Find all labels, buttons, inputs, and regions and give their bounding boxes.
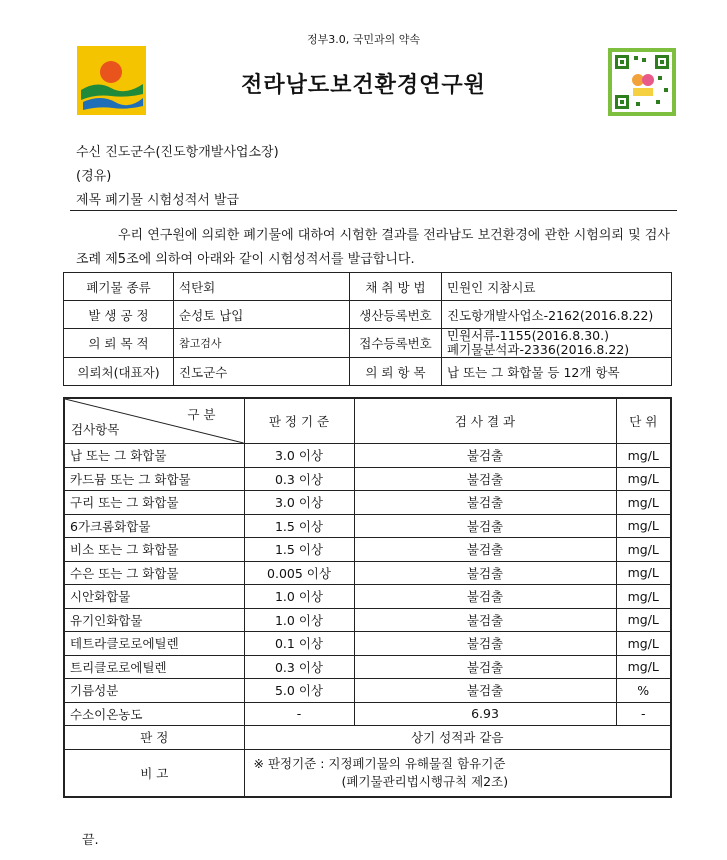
result-result: 불검출 [354, 467, 616, 491]
result-result: 불검출 [354, 608, 616, 632]
slogan: 정부3.0, 국민과의 약속 [307, 33, 420, 46]
remarks-line-1: ※ 판정기준 : 지정폐기물의 유해물질 함유기준 [253, 755, 506, 771]
via-line: (경유) [76, 169, 112, 184]
corner-header [64, 398, 244, 444]
items-value: 납 또는 그 화합물 등 12개 항목 [442, 358, 672, 386]
result-row [64, 679, 671, 703]
items-label: 의 뢰 항 목 [350, 358, 442, 386]
result-result: 불검출 [354, 514, 616, 538]
result-item: 시안화합물 [64, 585, 244, 609]
result-result: 불검출 [354, 444, 616, 468]
result-row [64, 655, 671, 679]
receipt-value [442, 329, 672, 358]
result-result: 불검출 [354, 538, 616, 562]
result-item: 카드뮴 또는 그 화합물 [64, 467, 244, 491]
recipient-line: 수신 진도군수(진도항개발사업소장) [76, 145, 279, 160]
waste-type-label: 폐기물 종류 [64, 273, 174, 301]
organization-name: 전라남도보건환경연구원 [241, 73, 486, 98]
result-unit: % [616, 679, 671, 703]
remarks-line-2: (폐기물관리법시행규칙 제2조) [341, 773, 509, 789]
result-unit: mg/L [616, 467, 671, 491]
result-item: 비소 또는 그 화합물 [64, 538, 244, 562]
result-item: 납 또는 그 화합물 [64, 444, 244, 468]
result-standard: 3.0 이상 [244, 491, 354, 515]
sampling-value: 민원인 지참시료 [442, 273, 672, 301]
judgement-label: 판 정 [64, 726, 244, 750]
result-standard: 3.0 이상 [244, 444, 354, 468]
result-standard: 0.005 이상 [244, 561, 354, 585]
qr-code [608, 48, 676, 116]
result-standard: 5.0 이상 [244, 679, 354, 703]
result-standard: 0.3 이상 [244, 467, 354, 491]
header-standard: 판 정 기 준 [244, 398, 354, 444]
regno-value: 진도항개발사업소-2162(2016.8.22) [442, 301, 672, 329]
process-label: 발 생 공 정 [64, 301, 174, 329]
result-unit: mg/L [616, 561, 671, 585]
result-row [64, 514, 671, 538]
result-unit: mg/L [616, 514, 671, 538]
result-row [64, 538, 671, 562]
results-table [63, 397, 672, 798]
result-result: 불검출 [354, 632, 616, 656]
result-row [64, 444, 671, 468]
result-standard: 1.0 이상 [244, 585, 354, 609]
result-item: 기름성분 [64, 679, 244, 703]
result-rows [64, 444, 671, 726]
result-standard: - [244, 702, 354, 726]
result-result: 불검출 [354, 655, 616, 679]
result-row [64, 632, 671, 656]
info-table [63, 272, 672, 386]
result-item: 구리 또는 그 화합물 [64, 491, 244, 515]
process-value: 순성토 납입 [174, 301, 350, 329]
waste-type-value: 석탄회 [174, 273, 350, 301]
header-unit: 단 위 [616, 398, 671, 444]
client-value: 진도군수 [174, 358, 350, 386]
result-result: 불검출 [354, 491, 616, 515]
result-standard: 1.5 이상 [244, 538, 354, 562]
result-unit: mg/L [616, 632, 671, 656]
result-row [64, 561, 671, 585]
result-unit: mg/L [616, 585, 671, 609]
result-unit: mg/L [616, 608, 671, 632]
judgement-value: 상기 성적과 같음 [244, 726, 671, 750]
end-mark: 끝. [82, 833, 99, 848]
client-label: 의뢰처(대표자) [64, 358, 174, 386]
result-unit: mg/L [616, 444, 671, 468]
result-result: 불검출 [354, 585, 616, 609]
result-item: 6가크롬화합물 [64, 514, 244, 538]
remarks-value [244, 749, 671, 797]
receipt-value-line-1: 민원서류-1155(2016.8.30.) [447, 328, 609, 343]
purpose-label: 의 뢰 목 적 [64, 329, 174, 358]
result-result: 불검출 [354, 679, 616, 703]
result-unit: mg/L [616, 538, 671, 562]
divider [70, 210, 677, 211]
result-item: 수소이온농도 [64, 702, 244, 726]
receipt-value-line-2: 폐기물분석과-2336(2016.8.22) [447, 342, 630, 357]
result-unit: mg/L [616, 491, 671, 515]
result-unit: - [616, 702, 671, 726]
body-paragraph: 우리 연구원에 의뢰한 폐기물에 대하여 시험한 결과를 전라남도 보건환경에 관한 시험의뢰 및 검사 조례 제5조에 의하여 아래와 같이 시험성적서를 발급합니다. [76, 228, 670, 267]
header-result: 검 사 결 과 [354, 398, 616, 444]
result-standard: 1.0 이상 [244, 608, 354, 632]
result-item: 유기인화합물 [64, 608, 244, 632]
purpose-value: 참고검사 [174, 329, 350, 358]
header-item: 검사항목 [71, 422, 120, 437]
result-unit: mg/L [616, 655, 671, 679]
result-item: 트리클로로에틸렌 [64, 655, 244, 679]
result-row [64, 585, 671, 609]
result-standard: 1.5 이상 [244, 514, 354, 538]
result-row [64, 491, 671, 515]
result-row [64, 608, 671, 632]
remarks-label: 비 고 [64, 749, 244, 797]
receipt-label: 접수등록번호 [350, 329, 442, 358]
result-item: 테트라클로로에틸렌 [64, 632, 244, 656]
result-standard: 0.1 이상 [244, 632, 354, 656]
regno-label: 생산등록번호 [350, 301, 442, 329]
result-row [64, 467, 671, 491]
result-result: 불검출 [354, 561, 616, 585]
subject-line: 제목 폐기물 시험성적서 발급 [76, 193, 240, 208]
result-standard: 0.3 이상 [244, 655, 354, 679]
result-row [64, 702, 671, 726]
result-result: 6.93 [354, 702, 616, 726]
header-category: 구 분 [187, 407, 216, 422]
sampling-label: 채 취 방 법 [350, 273, 442, 301]
result-item: 수은 또는 그 화합물 [64, 561, 244, 585]
